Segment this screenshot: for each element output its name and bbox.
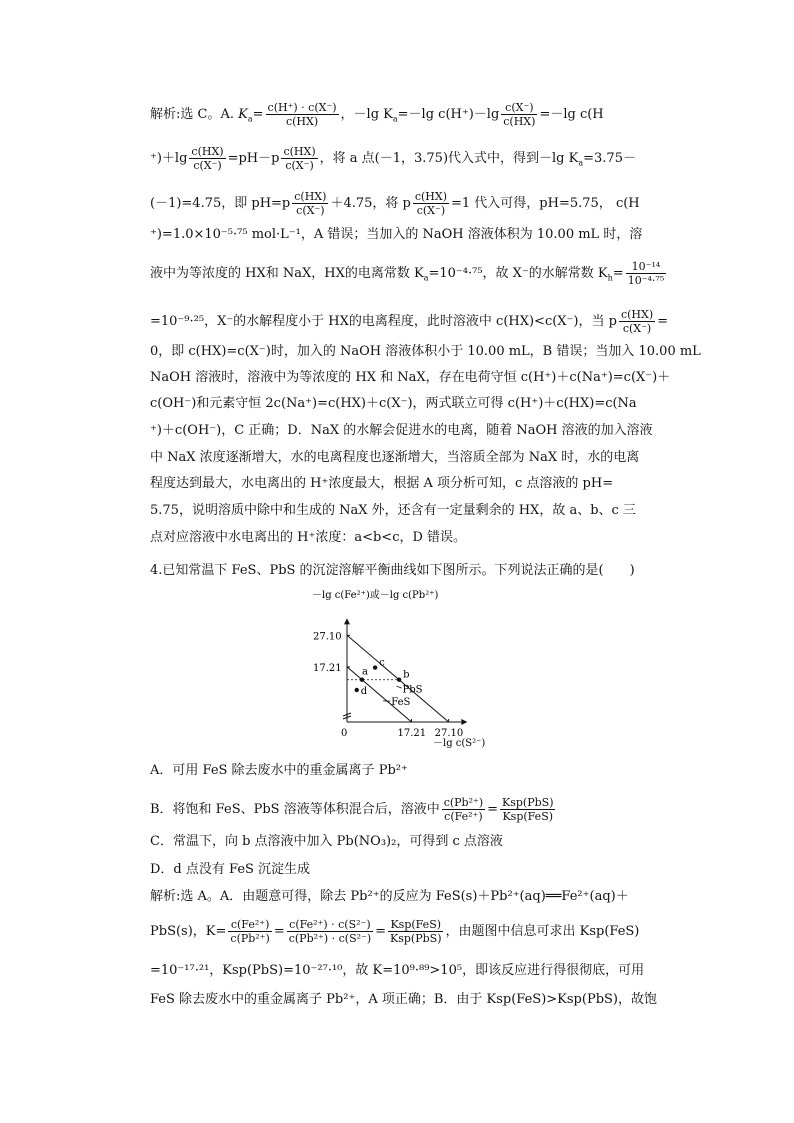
question4-option-d: D．d 点没有 FeS 沉淀生成 [150,862,311,877]
point-label-b: b [403,669,410,681]
fraction: $\frac{\text{10⁻¹⁴}}{\text{10⁻⁴·⁷⁵}}$ [627,260,665,287]
solution4-line-4: FeS 除去废水中的重金属离子 Pb²⁺，A 项正确；B．由于 Ksp(FeS)>Ksp(PbS)，故饱 [150,992,657,1007]
y-axis-label: －lg c(Fe²⁺)或－lg c(Pb²⁺) [312,590,439,601]
fraction: $\frac{c(HX)}{c(X^-)}$ [294,190,327,217]
solution3-line-10: ⁺)＋c(OH⁻)，C 正确；D．NaX 的水解会促进水的电离，随着 NaOH 溶液的加入溶液 [150,423,653,438]
point-b [397,678,401,682]
solution3-line-7: 0，即 c(HX)=c(X⁻)时，加入的 NaOH 溶液体积小于 10.00 mL，B 错误；当加入 10.00 mL [150,344,701,359]
point-label-a: a [362,666,368,678]
point-c [373,665,377,669]
question4-option-b: B．将饱和 FeS、PbS 溶液等体积混合后，溶液中 $\frac{\text{c(Pb²⁺)}}{\text{c(Fe²⁺)}}$ = $\frac{\text{Ksp(PbS)}}{\text{Ksp(FeS)}}$ [150,796,554,823]
x-axis-label: －lg c(S²⁻) [433,738,486,749]
fes-series-label: FeS [391,697,411,709]
fraction: $\frac{\text{c(Fe²⁺)}}{\text{c(Pb²⁺)}}$ [230,918,270,945]
solution3-line-13: 5.75，说明溶质中除中和生成的 NaX 外，还含有一定量剩余的 HX，故 a、b、c 三 [150,503,636,518]
fraction: $\frac{c(H^+) \cdot c(X^-)}{c(HX)}$ [267,101,337,128]
solution3-line-6: =10⁻⁹·²⁵，X⁻的水解程度小于 HX的电离程度，此时溶液中 c(HX)<c(X⁻)，当 p $\frac{c(HX)}{c(X^-)}$ = [150,308,669,335]
fraction: $\frac{c(HX)}{c(X^-)}$ [283,145,316,172]
fraction: $\frac{\text{Ksp(FeS)}}{\text{Ksp(PbS)}}$ [390,918,442,945]
origin-label: 0 [341,728,348,739]
fraction: $\frac{\text{Ksp(PbS)}}{\text{Ksp(FeS)}}$ [502,796,554,823]
solution3-line-14: 点对应溶液中水电离出的 H⁺浓度：a<b<c，D 错误。 [150,530,467,545]
y-tick-label: 27.10 [313,631,342,643]
solution3-line-8: NaOH 溶液时，溶液中为等浓度的 HX 和 NaX，存在电荷守恒 c(H⁺)＋c(Na⁺)=c(X⁻)＋ [150,370,671,385]
pbs-leader-line [397,686,402,688]
question4-stem: 4.已知常温下 FeS、PbS 的沉淀溶解平衡曲线如下图所示。下列说法正确的是( ) [150,563,635,578]
fraction: $\frac{c(HX)}{c(X^-)}$ [191,145,224,172]
x-tick-label: 17.21 [397,728,427,739]
point-label-d: d [360,686,368,697]
solution3-line-3: (－1)=4.75，即 pH=p $\frac{c(HX)}{c(X^-)}$ ＋4.75，将 p $\frac{c(HX)}{c(X^-)}$ =1 代入可得，pH=5.75， c(H [150,190,640,217]
solution3-line-9: c(OH⁻)和元素守恒 2c(Na⁺)=c(HX)＋c(X⁻)，两式联立可得 c(H⁺)＋c(HX)=c(Na [150,396,637,411]
point-a [360,678,364,682]
solution3-line-4: ⁺)=1.0×10⁻⁵·⁷⁵ mol·L⁻¹，A 错误；当加入的 NaOH 溶液体积为 10.00 mL 时，溶 [150,227,643,242]
x-axis-arrow [461,719,467,725]
solution3-line-2: ⁺)＋lg $\frac{c(HX)}{c(X^-)}$ =pH－p $\frac{c(HX)}{c(X^-)}$ ，将 a 点(－1，3.75)代入式中，得到－lg $K_a=3.75-$ [150,145,636,172]
x-tick-label: 27.10 [434,728,464,739]
solution3-line-11: 中 NaX 浓度逐渐增大，水的电离程度也逐渐增大，当溶质全部为 NaX 时，水的电离 [150,450,640,465]
pbs-series-label: PbS [402,684,423,696]
y-tick-label: 17.21 [313,662,342,674]
fraction: $\frac{\text{c(Pb²⁺)}}{\text{c(Fe²⁺)}}$ [443,796,484,823]
point-d [355,688,359,692]
question4-option-a: A．可用 FeS 除去废水中的重金属离子 Pb²⁺ [150,763,408,778]
solution3-line-1: 解析:选 C。A. $K_a=$ $\frac{c(H^+) \cdot c(X^-)}{c(HX)}$ ，－lg $K_a=-\lg$ c(H⁺)－lg $\frac{c(X^-)}{c(HX)}$ =－lg c(H [150,101,604,128]
fraction: $\frac{c(HX)}{c(X^-)}$ [620,308,654,335]
fraction: $\frac{\text{c(Fe²⁺) · c(S²⁻)}}{\text{c(Pb²⁺) · c(S²⁻)}}$ [288,918,372,945]
question4-option-c: C．常温下，向 b 点溶液中加入 Pb(NO₃)₂，可得到 c 点溶液 [150,834,503,849]
fraction: $\frac{c(HX)}{c(X^-)}$ [414,190,448,217]
point-label-c: c [379,657,385,669]
y-axis-arrow [344,618,350,624]
solution4-line-1: 解析:选 A。A．由题意可得，除去 Pb²⁺的反应为 FeS(s)＋Pb²⁺(aq)══Fe²⁺(aq)＋ [150,889,629,904]
solution3-line-5: 液中为等浓度的 HX和 NaX，HX的电离常数 $K_a=10^{-4}\cdot^{75}$，故 X⁻的水解常数 $K_h=$ $\frac{\text{10⁻¹⁴}}{\text{10⁻⁴·⁷⁵}}$ [150,260,665,287]
solution4-line-2: PbS(s)，K= $\frac{\text{c(Fe²⁺)}}{\text{c(Pb²⁺)}}$ = $\frac{\text{c(Fe²⁺) · c(S²⁻)}}{\text{c(Pb²⁺) · c(S²⁻)}}$ = $\frac{\text{Ksp(FeS)}}{\text{Ksp(PbS)}}$ ，由题图中信息可求出 Ksp(FeS) [150,918,640,945]
solution3-line-12: 程度达到最大，水电离出的 H⁺浓度最大，根据 A 项分析可知，c 点溶液的 pH= [150,476,614,491]
solution4-line-3: =10⁻¹⁷·²¹，Ksp(PbS)=10⁻²⁷·¹⁰，故 K=10⁹·⁸⁹>10⁵，即该反应进行得很彻底，可用 [150,963,645,978]
fraction: $\frac{c(X^-)}{c(HX)}$ [503,101,536,128]
solubility-equilibrium-chart [300,582,500,757]
